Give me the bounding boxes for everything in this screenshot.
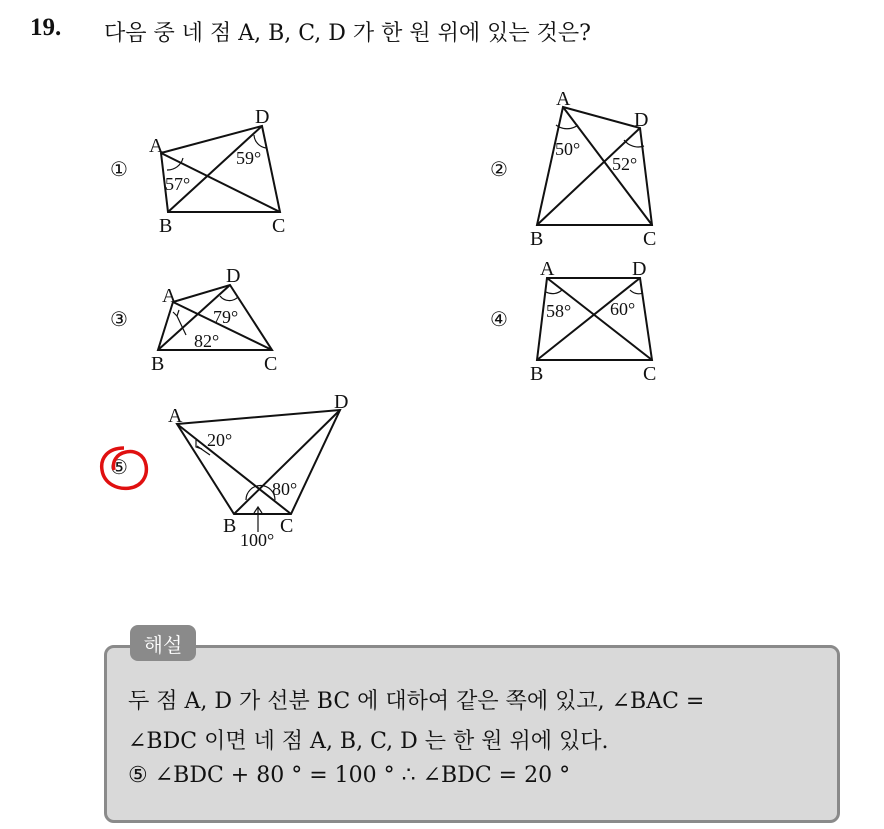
fig3-label-a: A xyxy=(162,285,177,307)
fig2-label-d: D xyxy=(634,109,649,131)
fig2-label-a: A xyxy=(556,88,571,110)
fig3-label-c: C xyxy=(264,353,278,375)
fig1-angle-1: 57° xyxy=(165,174,191,194)
fig3-angle-1: 79° xyxy=(213,307,239,327)
fig1-label-d: D xyxy=(255,106,270,128)
fig1-angle-2: 59° xyxy=(236,148,262,168)
option-1-number: ① xyxy=(110,157,128,181)
solution-line-1: 두 점 A, D 가 선분 BC 에 대하여 같은 쪽에 있고, ∠BAC = xyxy=(128,689,705,714)
option-5-number: ⑤ xyxy=(110,455,128,479)
option-2-number: ② xyxy=(490,157,508,181)
fig5-angle-3: 100° xyxy=(240,530,275,550)
fig4-label-a: A xyxy=(540,258,555,280)
question-number: 19. xyxy=(30,14,62,41)
fig5-angle-2: 80° xyxy=(272,479,298,499)
fig2-angle-1: 50° xyxy=(555,139,581,159)
fig4-label-d: D xyxy=(632,258,647,280)
solution-line-3: ⑤ ∠BDC + 80 ° = 100 ° ∴ ∠BDC = 20 ° xyxy=(128,763,571,788)
fig3-label-d: D xyxy=(226,265,241,287)
fig4-label-c: C xyxy=(643,363,657,385)
solution-tab: 해설 xyxy=(130,625,196,661)
fig4-angle-1: 58° xyxy=(546,301,572,321)
fig5-angle-1: 20° xyxy=(207,430,233,450)
question-text: 다음 중 네 점 A, B, C, D 가 한 원 위에 있는 것은? xyxy=(104,21,591,46)
fig4-label-b: B xyxy=(530,363,544,385)
figure-1 xyxy=(161,126,280,212)
fig4-angle-2: 60° xyxy=(610,299,636,319)
fig5-label-c: C xyxy=(280,515,294,537)
fig2-label-b: B xyxy=(530,228,544,250)
option-3-number: ③ xyxy=(110,307,128,331)
figure-5 xyxy=(177,410,340,532)
fig5-label-b: B xyxy=(223,515,237,537)
fig5-label-d: D xyxy=(334,391,349,413)
fig5-label-a: A xyxy=(168,405,183,427)
option-4-number: ④ xyxy=(490,307,508,331)
fig2-label-c: C xyxy=(643,228,657,250)
fig3-angle-2: 82° xyxy=(194,331,220,351)
fig3-label-b: B xyxy=(151,353,165,375)
solution-line-2: ∠BDC 이면 네 점 A, B, C, D 는 한 원 위에 있다. xyxy=(128,729,609,754)
fig1-label-c: C xyxy=(272,215,286,237)
fig1-label-b: B xyxy=(159,215,173,237)
fig2-angle-2: 52° xyxy=(612,154,638,174)
fig1-label-a: A xyxy=(149,135,164,157)
answer-mark-icon xyxy=(102,448,147,488)
